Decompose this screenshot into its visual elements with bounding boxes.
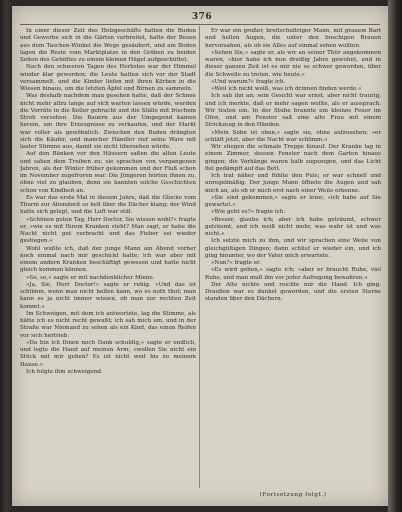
paragraph: Auf den Bänken vor den Häusern saßen die alten Leute und sahen dem Treiben zu; sie sprachen von vergangenen Jahren, als der Winter früher gekommen und der Fluß schon im November zugefroren war. Die Jüngeren hörten ihnen zu, ohne viel zu glauben, denn sie kannten solche Geschichten schon von Kindheit an. xyxy=(20,151,196,194)
paragraph: »Da bin ich Ihnen noch Dank schuldig,« sagte er endlich, und legte die Hand auf meinen Arm; »wollen Sie nicht ein Stück mit mir gehen? Es ist nicht weit bis zu meinem Hause.« xyxy=(20,339,196,368)
paragraph: »Schönen guten Tag, Herr Doctor, Sie wissen wohl?« fragte er, »wie es mit Ihrem Kranken steht? Man sagt, er habe die Nacht nicht gut verbracht und das Fieber sei wieder gestiegen.« xyxy=(20,216,196,245)
right-column xyxy=(205,28,381,490)
book-page xyxy=(12,6,388,506)
paragraph: Er war ein großer, breitschultriger Mann, mit grauem Bart und hellen Augen, die unter den buschigen Brauen hervorsahen, als ob sie Alles auf einmal sehen wollten. xyxy=(205,28,381,49)
paragraph: »Wie geht es?« fragte ich. xyxy=(211,209,286,216)
left-column xyxy=(20,28,196,490)
paragraph: »Sie sind gekommen,« sagte er leise; »ich habe auf Sie gewartet.« xyxy=(205,194,381,208)
column-divider xyxy=(199,26,200,488)
paragraph: Ich setzte mich zu ihm, und wir sprachen eine Weile von gleichgültigen Dingen; dann schlief er wieder ein, und ich ging hinunter, wo der Vater mich erwartete. xyxy=(205,238,381,259)
book-edge xyxy=(388,0,402,512)
paragraph: Nach den schweren Tagen des Herbstes war der Himmel wieder klar geworden; die Leute hatten sich vor der Stadt versammelt, und die Kinder liefen mit ihren Körben in die Wiesen hinaus, um die letzten Äpfel und Birnen zu sammeln. xyxy=(20,64,196,92)
paragraph: »Mein Sohn ist oben,« sagte sie, ohne aufzusehen; »er schläft jetzt, aber die Nacht war schlimm.« xyxy=(205,129,381,143)
paragraph: »Es wird gehen,« sagte ich; »aber er braucht Ruhe, viel Ruhe, und man muß ihn vor jeder Aufregung bewahren.« xyxy=(205,267,381,281)
paragraph: Was deshalb nachdem man gesehen hatte, daß der Schnee nicht mehr allzu lange auf sich warten lassen würde, wurden die Vorräte in die Keller gebracht und die Ställe mit frischem Stroh versehen. Die Bauern aus der Umgegend kamen herein, um ihre Erzeugnisse zu verkaufen, und der Markt war voller als gewöhnlich. Zwischen den Buden drängten sich die Käufer, und mancher Händler rief seine Ware mit lauter Stimme aus, damit sie nicht übersehen würde. xyxy=(20,93,196,150)
paragraph: »Nun?« fragte er. xyxy=(211,260,261,266)
paragraph: »So, so,« sagte er mit nachdenklicher Miene. xyxy=(26,274,155,281)
paragraph: »Sehen Sie,« sagte er, als wir an seiner Thür angekommen waren, »hier habe ich nun dreißig Jahre gewohnt, und in dieser ganzen Zeit ist es mir nie so schwer geworden, über die Schwelle zu treten, wie heute.« xyxy=(205,49,381,78)
paragraph: Es war das erste Mal in diesem Jahre, daß die Glocke vom Thurm zur Abendzeit so hell über die Dächer klang; der Wind hatte sich gelegt, und die Luft war still. xyxy=(20,194,196,216)
paragraph: Wir stiegen die schmale Treppe hinauf. Der Kranke lag in einem Zimmer, dessen Fenster nach dem Garten hinaus gingen; die Vorhänge waren halb zugezogen, und das Licht fiel gedämpft auf das Bett. xyxy=(205,144,381,172)
page-number: 376 xyxy=(191,12,213,22)
paragraph: »Besser, glaube ich; aber ich habe geträumt, schwer geträumt, und ich weiß nicht mehr, was wahr ist und was nicht.« xyxy=(205,216,381,237)
paragraph: Ich folgte ihm schweigend. xyxy=(26,368,103,375)
paragraph: Der Alte nickte und reichte mir die Hand. Ich ging. Draußen war es dunkel geworden, und die ersten Sterne standen über den Dächern. xyxy=(205,281,381,303)
paragraph: »Ja, Sie, Herr Doctor!« sagte er ruhig. »Und das ist schlimm, wenn man nicht helfen kann, wo es noth thut; man kann es ja nicht immer wissen, ob man zur rechten Zeit kommt.« xyxy=(20,281,196,310)
paragraph: »Weil ich nicht weiß, was ich drinnen finden werde.« xyxy=(211,86,362,92)
paragraph: Wohl wußte ich, daß der junge Mann am Abend vorher noch einmal nach mir geschickt hatte; ich war aber mit einem andern Kranken beschäftigt gewesen und hatte nicht gleich kommen können. xyxy=(20,245,196,274)
paragraph: Ich sah ihn an; sein Gesicht war ernst, aber nicht traurig, und ich merkte, daß er mehr sagen wollte, als er aussprach. Wir traten ein. In der Stube brannte ein kleines Feuer im Ofen, und am Fenster saß eine alte Frau mit einem Strickzeug in den Händen. xyxy=(205,93,381,129)
paragraph: »Und warum?« fragte ich. xyxy=(211,78,286,85)
paragraph: In einer dieser Zeit des Holzgeschäfts hatten die Buden und Gewerbe sich in die Gärten verbreitet, hatte der Besen aus dem Taschen-Winkel die Wege gesäubert, und am Boden lagen die Reste vom Marktplatze in den Gräben zu beiden Seiten des Gehöftes zu einem kleinen Hügel aufgeschüttet. xyxy=(20,28,196,63)
paragraph: Im Schweigen, mit dem ich antwortete, lag die Stimme, als hätte ich es nicht recht gewußt; ich sah mich um, und in der Straße war Niemand zu sehen als ein Kind, das einen Reifen vor sich hertrieb. xyxy=(20,310,196,339)
header-rule xyxy=(20,24,380,25)
continuation-note: (Fortsetzung folgt.) xyxy=(259,492,327,498)
paragraph: Ich trat näher und fühlte den Puls; er war schnell und unregelmäßig. Der junge Mann öffnete die Augen und sah mich an, als ob er mich erst nach einer Weile erkenne. xyxy=(205,173,381,194)
